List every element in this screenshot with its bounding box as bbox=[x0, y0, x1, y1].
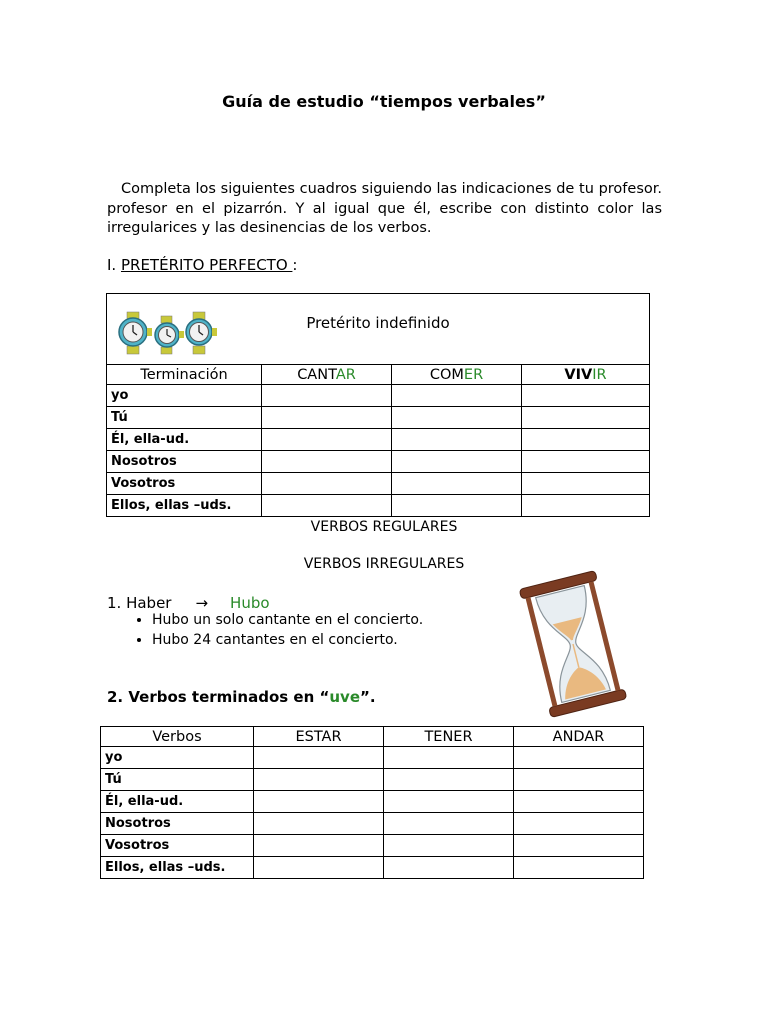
answer-cell[interactable] bbox=[254, 791, 384, 813]
table-row bbox=[101, 813, 644, 835]
answer-cell[interactable] bbox=[262, 473, 392, 495]
intro-text: Completa los siguientes cuadros siguiendo las indicaciones de tu profesor. profesor en el pizarrón. Y al igual que él, escribe con distinto color las irregularices y las desinencias de los verbos. bbox=[107, 181, 662, 236]
vivir-stem: VIV bbox=[564, 366, 593, 383]
answer-cell[interactable] bbox=[392, 429, 522, 451]
answer-cell[interactable] bbox=[262, 451, 392, 473]
answer-cell[interactable] bbox=[392, 473, 522, 495]
column-header-row bbox=[101, 727, 644, 747]
row-label: Ellos, ellas –uds. bbox=[101, 857, 254, 879]
cantar-stem: CANT bbox=[297, 366, 336, 383]
table-row bbox=[107, 473, 650, 495]
table-row bbox=[107, 495, 650, 517]
answer-cell[interactable] bbox=[384, 747, 514, 769]
example-list bbox=[130, 610, 423, 650]
answer-cell[interactable] bbox=[254, 813, 384, 835]
cantar-ending: AR bbox=[335, 366, 356, 383]
answer-cell[interactable] bbox=[262, 407, 392, 429]
answer-cell[interactable] bbox=[522, 407, 650, 429]
table-row bbox=[107, 385, 650, 407]
table-row bbox=[101, 769, 644, 791]
item-1-label: 1. Haber bbox=[107, 594, 172, 612]
col-header-terminacion: Terminación bbox=[107, 365, 262, 385]
col-header-cantar bbox=[262, 365, 392, 385]
hourglass-icon bbox=[518, 568, 628, 720]
answer-cell[interactable] bbox=[392, 385, 522, 407]
table-header-title: Pretérito indefinido bbox=[306, 314, 450, 332]
answer-cell[interactable] bbox=[384, 769, 514, 791]
item-2-suffix: ”. bbox=[360, 688, 376, 706]
answer-cell[interactable] bbox=[262, 385, 392, 407]
table-row bbox=[101, 791, 644, 813]
answer-cell[interactable] bbox=[514, 835, 644, 857]
answer-cell[interactable] bbox=[514, 747, 644, 769]
answer-cell[interactable] bbox=[262, 429, 392, 451]
answer-cell[interactable] bbox=[514, 813, 644, 835]
table-row bbox=[101, 835, 644, 857]
col-header-vivir bbox=[522, 365, 650, 385]
col-header-comer bbox=[392, 365, 522, 385]
row-label: Él, ella-ud. bbox=[101, 791, 254, 813]
col-header-estar: ESTAR bbox=[254, 727, 384, 747]
item-2-highlight: uve bbox=[329, 688, 360, 706]
row-label: yo bbox=[107, 385, 262, 407]
table-header-cell bbox=[107, 294, 650, 365]
list-item: • Hubo un solo cantante en el concierto. bbox=[152, 610, 423, 630]
intro-paragraph bbox=[107, 180, 662, 239]
answer-cell[interactable] bbox=[522, 473, 650, 495]
answer-cell[interactable] bbox=[522, 385, 650, 407]
answer-cell[interactable] bbox=[522, 495, 650, 517]
arrow-icon: → bbox=[195, 594, 209, 612]
item-2-heading bbox=[107, 688, 376, 706]
answer-cell[interactable] bbox=[514, 857, 644, 879]
col-header-andar: ANDAR bbox=[514, 727, 644, 747]
answer-cell[interactable] bbox=[262, 495, 392, 517]
heading-verbos-irregulares: VERBOS IRREGULARES bbox=[303, 556, 465, 572]
row-label: yo bbox=[101, 747, 254, 769]
table-header-row bbox=[107, 294, 650, 365]
list-item: • Hubo 24 cantantes en el concierto. bbox=[152, 630, 423, 650]
comer-stem: COM bbox=[429, 366, 464, 383]
table-row bbox=[101, 857, 644, 879]
table-row bbox=[101, 747, 644, 769]
heading-verbos-regulares: VERBOS REGULARES bbox=[310, 519, 458, 535]
item-1-result: Hubo bbox=[230, 594, 270, 612]
table-row bbox=[107, 451, 650, 473]
answer-cell[interactable] bbox=[392, 451, 522, 473]
row-label: Él, ella-ud. bbox=[107, 429, 262, 451]
page-title: Guía de estudio “tiempos verbales” bbox=[222, 92, 546, 111]
vivir-ending: IR bbox=[592, 366, 607, 383]
answer-cell[interactable] bbox=[254, 857, 384, 879]
answer-cell[interactable] bbox=[522, 429, 650, 451]
section-1-heading bbox=[107, 256, 297, 274]
column-header-row bbox=[107, 365, 650, 385]
answer-cell[interactable] bbox=[254, 769, 384, 791]
item-2-prefix: 2. Verbos terminados en “ bbox=[107, 688, 330, 706]
row-label: Vosotros bbox=[107, 473, 262, 495]
table-row bbox=[107, 407, 650, 429]
section-1-suffix: : bbox=[292, 256, 298, 274]
row-label: Tú bbox=[107, 407, 262, 429]
row-label: Nosotros bbox=[107, 451, 262, 473]
row-label: Vosotros bbox=[101, 835, 254, 857]
section-1-prefix: I. bbox=[107, 256, 117, 274]
answer-cell[interactable] bbox=[392, 495, 522, 517]
answer-cell[interactable] bbox=[254, 835, 384, 857]
col-header-tener: TENER bbox=[384, 727, 514, 747]
answer-cell[interactable] bbox=[514, 769, 644, 791]
answer-cell[interactable] bbox=[384, 857, 514, 879]
answer-cell[interactable] bbox=[514, 791, 644, 813]
answer-cell[interactable] bbox=[384, 791, 514, 813]
row-label: Ellos, ellas –uds. bbox=[107, 495, 262, 517]
answer-cell[interactable] bbox=[384, 835, 514, 857]
answer-cell[interactable] bbox=[392, 407, 522, 429]
verbs-uve-table bbox=[100, 726, 644, 879]
answer-cell[interactable] bbox=[254, 747, 384, 769]
answer-cell[interactable] bbox=[384, 813, 514, 835]
table-row bbox=[107, 429, 650, 451]
comer-ending: ER bbox=[463, 366, 484, 383]
row-label: Tú bbox=[101, 769, 254, 791]
row-label: Nosotros bbox=[101, 813, 254, 835]
col-header-verbos: Verbos bbox=[101, 727, 254, 747]
preterite-table bbox=[106, 293, 650, 517]
answer-cell[interactable] bbox=[522, 451, 650, 473]
section-1-label: PRETÉRITO PERFECTO bbox=[120, 256, 293, 274]
